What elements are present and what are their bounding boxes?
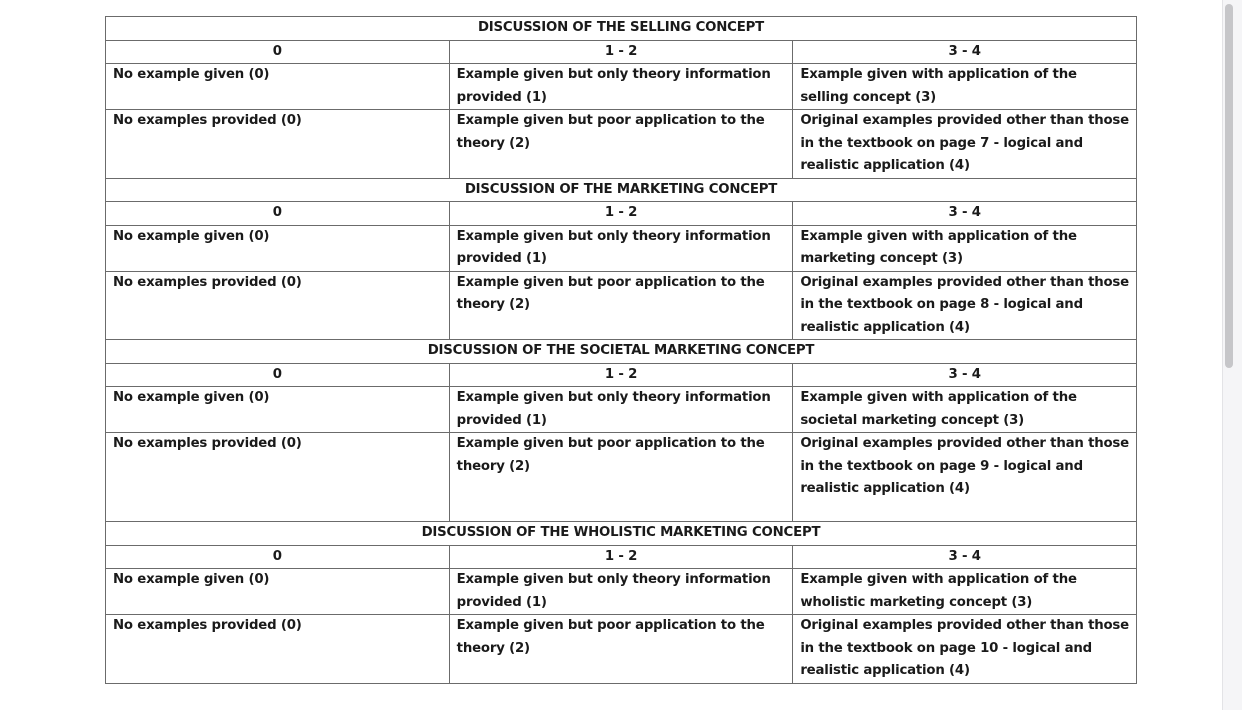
score-header-row [106, 202, 1137, 226]
score-header-3-4: 3 - 4 [793, 40, 1137, 64]
table-row [106, 225, 1137, 271]
table-row [106, 387, 1137, 433]
table-cell: No examples provided (0) [106, 615, 450, 684]
section-title: DISCUSSION OF THE SELLING CONCEPT [106, 17, 1137, 41]
score-header-0: 0 [106, 545, 450, 569]
table-row [106, 110, 1137, 179]
score-header-3-4: 3 - 4 [793, 545, 1137, 569]
table-cell: Example given with application of the wholistic marketing concept (3) [793, 569, 1137, 615]
table-cell: No example given (0) [106, 64, 450, 110]
rubric-table [105, 16, 1137, 684]
table-cell: Example given but poor application to the theory (2) [449, 615, 793, 684]
table-cell: Example given with application of the societal marketing concept (3) [793, 387, 1137, 433]
table-cell: Example given but only theory information provided (1) [449, 387, 793, 433]
table-cell: Original examples provided other than those in the textbook on page 8 - logical and realistic application (4) [793, 271, 1137, 340]
table-row [106, 64, 1137, 110]
table-cell: Original examples provided other than those in the textbook on page 10 - logical and realistic application (4) [793, 615, 1137, 684]
score-header-3-4: 3 - 4 [793, 202, 1137, 226]
table-cell: Original examples provided other than those in the textbook on page 7 - logical and realistic application (4) [793, 110, 1137, 179]
table-cell: Original examples provided other than those in the textbook on page 9 - logical and realistic application (4) [793, 433, 1137, 522]
section-title-row [106, 17, 1137, 41]
table-cell: Example given with application of the marketing concept (3) [793, 225, 1137, 271]
table-row [106, 615, 1137, 684]
table-cell: No examples provided (0) [106, 271, 450, 340]
section-title-row [106, 178, 1137, 202]
table-row [106, 569, 1137, 615]
score-header-0: 0 [106, 363, 450, 387]
table-cell: No examples provided (0) [106, 110, 450, 179]
score-header-1-2: 1 - 2 [449, 363, 793, 387]
table-row [106, 433, 1137, 522]
score-header-row [106, 545, 1137, 569]
table-cell: Example given with application of the selling concept (3) [793, 64, 1137, 110]
score-header-row [106, 40, 1137, 64]
score-header-3-4: 3 - 4 [793, 363, 1137, 387]
table-cell: No examples provided (0) [106, 433, 450, 522]
score-header-row [106, 363, 1137, 387]
score-header-1-2: 1 - 2 [449, 545, 793, 569]
scrollbar-thumb[interactable] [1225, 4, 1233, 368]
table-cell: Example given but poor application to the theory (2) [449, 110, 793, 179]
section-title-row [106, 522, 1137, 546]
score-header-0: 0 [106, 202, 450, 226]
table-cell: Example given but poor application to the theory (2) [449, 271, 793, 340]
table-row [106, 271, 1137, 340]
table-cell: No example given (0) [106, 225, 450, 271]
table-cell: Example given but only theory information provided (1) [449, 569, 793, 615]
section-title: DISCUSSION OF THE MARKETING CONCEPT [106, 178, 1137, 202]
section-title-row [106, 340, 1137, 364]
score-header-1-2: 1 - 2 [449, 40, 793, 64]
section-title: DISCUSSION OF THE SOCIETAL MARKETING CONCEPT [106, 340, 1137, 364]
score-header-0: 0 [106, 40, 450, 64]
table-cell: No example given (0) [106, 569, 450, 615]
vertical-scrollbar[interactable] [1222, 0, 1242, 710]
table-cell: Example given but poor application to the theory (2) [449, 433, 793, 522]
table-cell: No example given (0) [106, 387, 450, 433]
section-title: DISCUSSION OF THE WHOLISTIC MARKETING CONCEPT [106, 522, 1137, 546]
table-cell: Example given but only theory information provided (1) [449, 225, 793, 271]
score-header-1-2: 1 - 2 [449, 202, 793, 226]
table-cell: Example given but only theory information provided (1) [449, 64, 793, 110]
